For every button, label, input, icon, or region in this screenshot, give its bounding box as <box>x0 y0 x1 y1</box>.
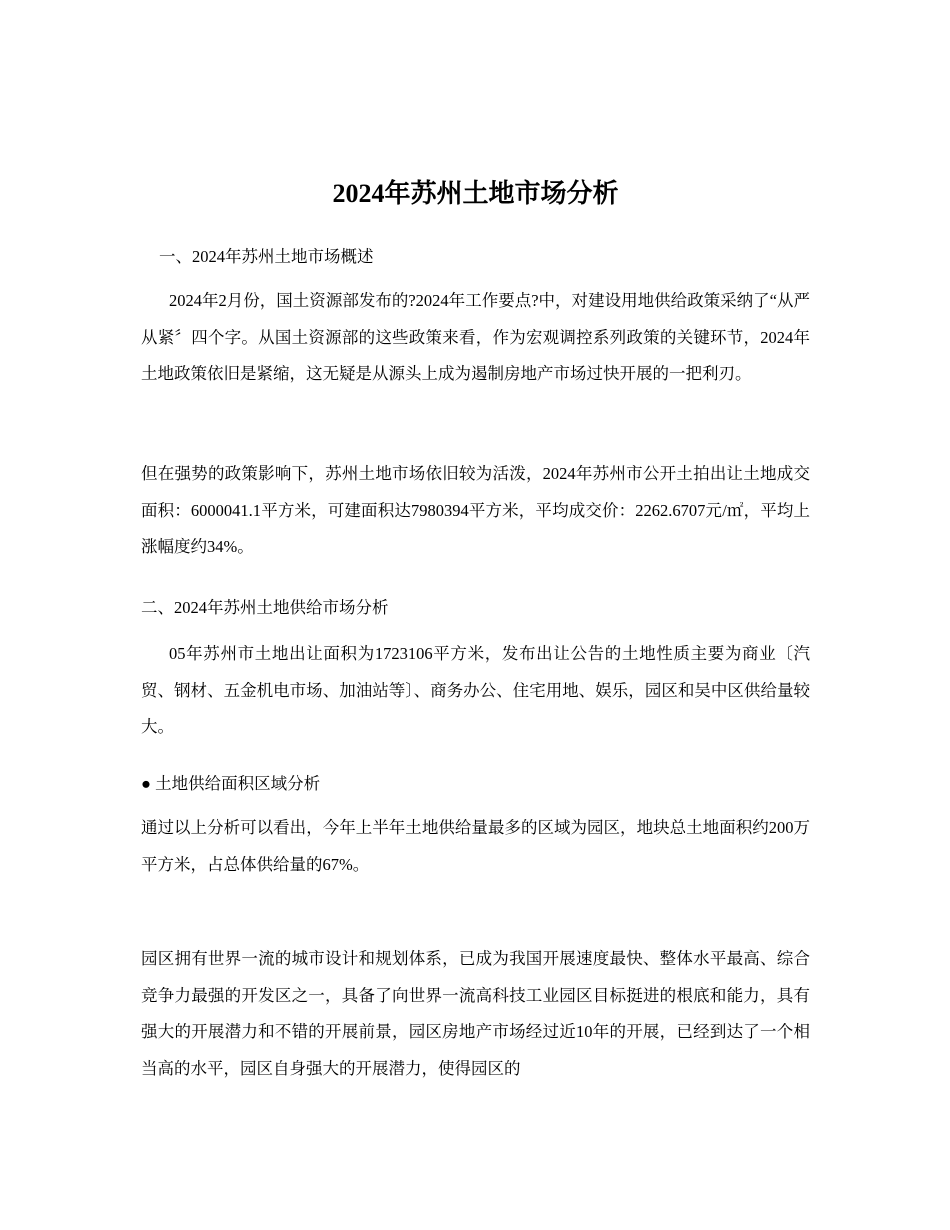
bullet-regional-analysis: ● 土地供给面积区域分析 <box>141 774 321 793</box>
page-title: 2024年苏州土地市场分析 <box>332 179 619 208</box>
paragraph-park-district: 园区拥有世界一流的城市设计和规划体系，已成为我国开展速度最快、整体水平最高、综合竞争力最强的开发区之一，具备了向世界一流高科技工业园区目标挺进的根底和能力，具有强大的开展潜力和不错的开展前景，园区房地产市场经过近10年的开展，已经到达了一个相当高的水平，园区自身强大的开展潜力，使得园区的 <box>141 949 810 1078</box>
section-heading-supply: 二、2024年苏州土地供给市场分析 <box>141 598 389 617</box>
section-heading-overview: 一、2024年苏州土地市场概述 <box>159 247 374 266</box>
paragraph-transactions: 但在强势的政策影响下，苏州土地市场依旧较为活泼，2024年苏州市公开土拍出让土地成交面积：6000041.1平方米，可建面积达7980394平方米，平均成交价：2262.6707元/㎡，平均上涨幅度约34%。 <box>141 464 810 556</box>
paragraph-supply: 05年苏州市土地出让面积为1723106平方米，发布出让公告的土地性质主要为商业〔汽贸、钢材、五金机电市场、加油站等〕、商务办公、住宅用地、娱乐，园区和吴中区供给量较大。 <box>141 644 810 736</box>
paragraph-policy: 2024年2月份，国土资源部发布的?2024年工作要点?中，对建设用地供给政策采纳了“从严从紧〞四个字。从国土资源部的这些政策来看，作为宏观调控系列政策的关键环节，2024年土地政策依旧是紧缩，这无疑是从源头上成为遏制房地产市场过快开展的一把利刃。 <box>141 291 810 383</box>
paragraph-regional-result: 通过以上分析可以看出，今年上半年土地供给量最多的区域为园区，地块总土地面积约200万平方米，占总体供给量的67%。 <box>141 818 810 874</box>
